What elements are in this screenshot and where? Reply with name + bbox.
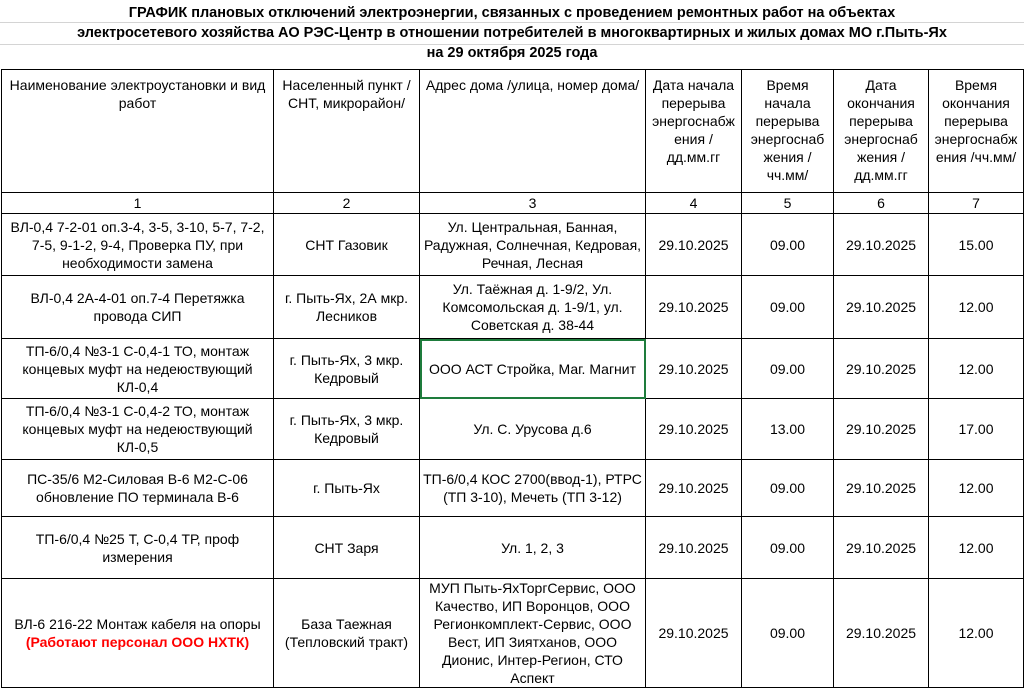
cell-start-date[interactable]: 29.10.2025 bbox=[646, 399, 742, 460]
cell-start-date[interactable]: 29.10.2025 bbox=[646, 517, 742, 579]
contractor-note: (Работают персонал ООО НХТК) bbox=[25, 634, 250, 650]
cell-start-time[interactable]: 09.00 bbox=[742, 276, 834, 339]
cell-work[interactable] bbox=[2, 276, 274, 339]
cell-address[interactable]: МУП Пыть-ЯхТоргСервис, ООО Качество, ИП Воронцов, ООО Регионкомплект-Сервис, ООО Вест, ИП Зиятханов, ООО Дионис, Интер-Регион, СТО Аспект bbox=[420, 579, 646, 688]
cell-start-date[interactable]: 29.10.2025 bbox=[646, 460, 742, 517]
cell-place[interactable]: г. Пыть-Ях, 2А мкр. Лесников bbox=[274, 276, 420, 339]
cell-end-date[interactable]: 29.10.2025 bbox=[834, 339, 929, 399]
cell-work[interactable] bbox=[2, 460, 274, 517]
cell-place[interactable]: СНТ Газовик bbox=[274, 214, 420, 276]
header-address[interactable]: Адрес дома /улица, номер дома/ bbox=[420, 70, 646, 193]
cell-start-time[interactable]: 09.00 bbox=[742, 460, 834, 517]
header-work[interactable]: Наименование электроустановки и вид работ bbox=[2, 70, 274, 193]
cell-place[interactable]: База Таежная (Тепловский тракт) bbox=[274, 579, 420, 688]
table-row bbox=[2, 399, 1024, 460]
table-row bbox=[2, 214, 1024, 276]
column-number[interactable]: 2 bbox=[274, 193, 420, 214]
column-number[interactable]: 6 bbox=[834, 193, 929, 214]
header-row bbox=[2, 70, 1024, 193]
table-row bbox=[2, 276, 1024, 339]
cell-place[interactable]: г. Пыть-Ях, 3 мкр. Кедровый bbox=[274, 399, 420, 460]
cell-place[interactable]: СНТ Заря bbox=[274, 517, 420, 579]
cell-end-time[interactable]: 12.00 bbox=[929, 276, 1024, 339]
cell-start-time[interactable]: 09.00 bbox=[742, 339, 834, 399]
cell-end-date[interactable]: 29.10.2025 bbox=[834, 517, 929, 579]
cell-start-date[interactable]: 29.10.2025 bbox=[646, 276, 742, 339]
column-number-row bbox=[2, 193, 1024, 214]
cell-end-date[interactable]: 29.10.2025 bbox=[834, 214, 929, 276]
work-text: ТП-6/0,4 №25 Т, С-0,4 ТР, проф измерения bbox=[35, 530, 240, 565]
header-start-time[interactable]: Время начала перерыва энергоснаб жения /чч.мм/ bbox=[742, 70, 834, 193]
cell-end-time[interactable]: 12.00 bbox=[929, 460, 1024, 517]
cell-end-date[interactable]: 29.10.2025 bbox=[834, 276, 929, 339]
cell-end-time[interactable]: 12.00 bbox=[929, 339, 1024, 399]
outage-schedule-table bbox=[1, 69, 1024, 688]
cell-address[interactable]: Ул. 1, 2, 3 bbox=[420, 517, 646, 579]
cell-work[interactable] bbox=[2, 339, 274, 399]
cell-address-selected[interactable]: ООО АСТ Стройка, Маг. Магнит bbox=[420, 339, 646, 399]
cell-start-date[interactable]: 29.10.2025 bbox=[646, 579, 742, 688]
table-row bbox=[2, 460, 1024, 517]
work-text: ТП-6/0,4 №3-1 С-0,4-2 ТО, монтаж концевых муфт на недеюствующий КЛ-0,5 bbox=[22, 403, 253, 455]
title-line-1: ГРАФИК плановых отключений электроэнергии, связанных с проведением ремонтных работ на объектах bbox=[128, 5, 896, 21]
table-row bbox=[2, 339, 1024, 399]
work-text: ПС-35/6 М2-Силовая В-6 М2-С-06 обновление ПО терминала В-6 bbox=[27, 471, 248, 505]
cell-address[interactable]: Ул. С. Урусова д.6 bbox=[420, 399, 646, 460]
cell-start-time[interactable]: 09.00 bbox=[742, 579, 834, 688]
cell-start-date[interactable]: 29.10.2025 bbox=[646, 214, 742, 276]
cell-work[interactable] bbox=[2, 517, 274, 579]
document-title bbox=[0, 0, 1024, 69]
cell-start-time[interactable]: 09.00 bbox=[742, 214, 834, 276]
cell-end-date[interactable]: 29.10.2025 bbox=[834, 460, 929, 517]
cell-work[interactable] bbox=[2, 214, 274, 276]
cell-start-time[interactable]: 09.00 bbox=[742, 517, 834, 579]
column-number[interactable]: 3 bbox=[420, 193, 646, 214]
header-end-date[interactable]: Дата окончания перерыва энергоснаб жения /дд.мм.гг bbox=[834, 70, 929, 193]
work-text: ТП-6/0,4 №3-1 С-0,4-1 ТО, монтаж концевых муфт на недеюствующий КЛ-0,4 bbox=[22, 342, 253, 395]
work-text: ВЛ-0,4 2А-4-01 оп.7-4 Перетяжка провода СИП bbox=[30, 290, 245, 324]
cell-address[interactable]: ТП-6/0,4 КОС 2700(ввод-1), РТРС (ТП 3-10), Мечеть (ТП 3-12) bbox=[420, 460, 646, 517]
cell-address[interactable]: Ул. Центральная, Банная, Радужная, Солнечная, Кедровая, Речная, Лесная bbox=[420, 214, 646, 276]
cell-place[interactable]: г. Пыть-Ях, 3 мкр. Кедровый bbox=[274, 339, 420, 399]
table-row bbox=[2, 517, 1024, 579]
cell-end-date[interactable]: 29.10.2025 bbox=[834, 399, 929, 460]
title-line-3: на 29 октября 2025 года bbox=[426, 45, 598, 61]
cell-end-date[interactable]: 29.10.2025 bbox=[834, 579, 929, 688]
header-end-time[interactable]: Время окончания перерыва энергоснабж ения /чч.мм/ bbox=[929, 70, 1024, 193]
column-number[interactable]: 1 bbox=[2, 193, 274, 214]
cell-end-time[interactable]: 12.00 bbox=[929, 517, 1024, 579]
cell-place[interactable]: г. Пыть-Ях bbox=[274, 460, 420, 517]
cell-end-time[interactable]: 12.00 bbox=[929, 579, 1024, 688]
cell-work[interactable] bbox=[2, 579, 274, 688]
cell-start-date[interactable]: 29.10.2025 bbox=[646, 339, 742, 399]
work-text: ВЛ-0,4 7-2-01 оп.3-4, 3-5, 3-10, 5-7, 7-2, 7-5, 9-1-2, 9-4, Проверка ПУ, при необходимости замена bbox=[10, 218, 265, 271]
table-row bbox=[2, 579, 1024, 688]
cell-end-time[interactable]: 15.00 bbox=[929, 214, 1024, 276]
cell-address[interactable]: Ул. Таёжная д. 1-9/2, Ул. Комсомольская д. 1-9/1, ул. Советская д. 38-44 bbox=[420, 276, 646, 339]
title-line-2: электросетевого хозяйства АО РЭС-Центр в отношении потребителей в многоквартирных и жилых домах МО г.Пыть-Ях bbox=[77, 25, 947, 41]
cell-end-time[interactable]: 17.00 bbox=[929, 399, 1024, 460]
column-number[interactable]: 7 bbox=[929, 193, 1024, 214]
header-place[interactable]: Населенный пункт /СНТ, микрорайон/ bbox=[274, 70, 420, 193]
header-start-date[interactable]: Дата начала перерыва энергоснабж ения /дд.мм.гг bbox=[646, 70, 742, 193]
work-text: ВЛ-6 216-22 Монтаж кабеля на опоры bbox=[14, 616, 261, 632]
column-number[interactable]: 4 bbox=[646, 193, 742, 214]
cell-work[interactable] bbox=[2, 399, 274, 460]
column-number[interactable]: 5 bbox=[742, 193, 834, 214]
cell-start-time[interactable]: 13.00 bbox=[742, 399, 834, 460]
